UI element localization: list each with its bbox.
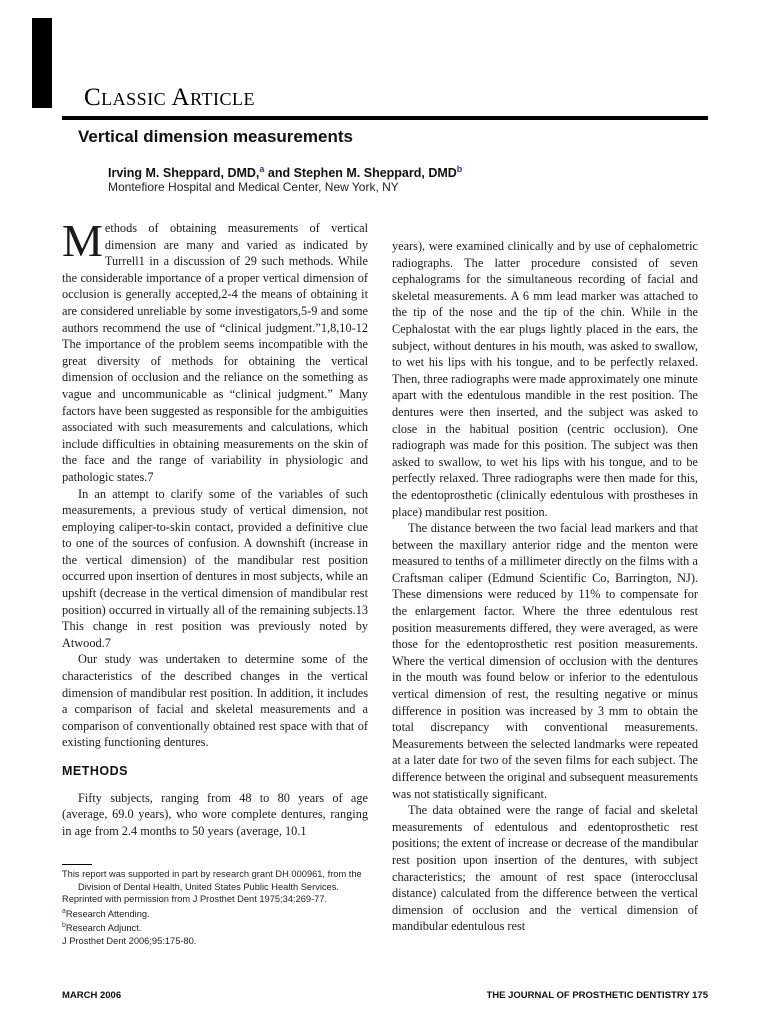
paragraph-2: In an attempt to clarify some of the variables of such measurements, a previous study of vertical dimension, not employing caliper-to-skin contact, provided a definitive clue to one of the sources of confusion. A downshift (increase in the vertical dimension) of the mandibular rest position occurred upon insertion of dentures in most subjects, while an upshift (decrease in the vertical dimension of mandibular rest position) occurred in virtually all of the remaining subjects.13 This change in rest position was previously noted by Atwood.7 [62, 486, 368, 650]
footnote-b: $^b$Research Adjunct. [62, 922, 142, 934]
footnotes [62, 868, 372, 948]
affiliation-marker-a[interactable]: a [259, 164, 265, 174]
author-1: Irving M. Sheppard, DMD, [108, 166, 260, 181]
footnote-divider [62, 864, 92, 865]
footer-date: MARCH 2006 [62, 990, 122, 1001]
author-2: and Stephen M. Sheppard, DMD [264, 166, 457, 181]
drop-cap: M [62, 215, 103, 266]
footnote-a: $^a$Research Attending. [62, 907, 150, 919]
right-paragraph-1: years), were examined clinically and by use of cephalometric radiographs. The latter procedure consisted of seven cephalograms for the simultaneous recording of facial and skeletal measurements. A 6 mm lead marker was attached to the tip of the nose and the tip of the chin. While in the Cephalostat with the ear plugs lightly placed in the ears, the subject, without dentures in his mouth, was asked to swallow, to wet his lips with his tongue, and to be perfectly relaxed. Then, three radiographs were made approximately one minute apart with the edentulous mandible in the rest position. The dentures were then inserted, and the subject was asked to close in the habitual position (centric occlusion). One radiograph was made for this position. The subject was then asked to swallow, to wet his lips with his tongue, and to be perfectly relaxed. Three radiographs were then made for this, the edentoprosthetic (clinically edentulous with prostheses in place) mandibular rest position. [392, 239, 698, 519]
footnote-funding: This report was supported in part by research grant DH 000961, from the Division of Dental Health, United States Public Health Services. [62, 869, 362, 892]
right-column [392, 238, 698, 935]
methods-heading: METHODS [62, 764, 128, 778]
article-title: Vertical dimension measurements [78, 127, 353, 146]
authors-line [108, 164, 462, 180]
intro-text: ethods of obtaining measurements of vertical dimension are many and varied as indicated by Turrell1 in a discussion of 29 such methods. While the considerable importance of a proper vertical dimension of occlusion is generally accepted,2-4 the means of obtaining it are considered unreliable by some investigators,5-9 and some authors recommend the use of “clinical judgment.”1,8,10-12 The importance of the problem seems incompatible with the great diversity of methods for obtaining the vertical dimension of occlusion and the reliance on the something as vague and uncommunicable as “clinical judgment.” Many factors have been suggested as responsible for the ambiguities associated with such measurements and calculations, which include difficulties in obtaining measurements on the skin of the face and the range of variability in physiologic and pathologic states.7 [62, 221, 368, 484]
paragraph-4: Fifty subjects, ranging from 48 to 80 years of age (average, 69.0 years), who wore complete dentures, ranging in age from 2.4 months to 50 years (average, 10.1 [62, 790, 368, 838]
affiliation-marker-b[interactable]: b [456, 164, 463, 174]
decorative-black-bar [32, 18, 52, 108]
left-column [62, 215, 368, 839]
footnote-citation: J Prosthet Dent 2006;95:175-80. [62, 936, 197, 947]
affiliation: Montefiore Hospital and Medical Center, New York, NY [108, 180, 399, 194]
right-paragraph-2: The distance between the two facial lead markers and that between the maxillary anterior ridge and the menton were measured to tenths of a millimeter directly on the films with a Craftsman caliper (Edmund Scientific Co, Barrington, NJ). These dimensions were reduced by 11% to compensate for the enlargement factor. Where the three edentulous rest position measurements differed, they were averaged, as were those for the edentoprosthetic rest position measurements. Where the vertical dimension of occlusion with the dentures in the mouth was found below or inferior to the edentulous vertical dimension of rest, the resulting negative or minus difference in position was increased by 3 mm to obtain the total discrepancy with conventional measurements. Measurements between the selected landmarks were repeated at a later date for two of the seven films for each subject. The difference between the original and subsequent measurements was not statistically significant. [392, 521, 698, 801]
footnote-reprint: Reprinted with permission from J Prosthet Dent 1975;34:269-77. [62, 894, 328, 905]
footer-journal-page: THE JOURNAL OF PROSTHETIC DENTISTRY 175 [486, 990, 708, 1001]
section-heading: Classic Article [84, 84, 256, 111]
heading-rule [62, 116, 708, 120]
right-paragraph-3: The data obtained were the range of facial and skeletal measurements of edentulous and edentoprosthetic rest positions; the extent of increase or decrease of the mandibular rest position upon insertion of the dentures, with subject characteristics; the amount of rest space (interocclusal distance) calculated from the difference between the vertical dimension of occlusion and the vertical dimension of mandibular edentulous rest [392, 803, 698, 934]
paragraph-3: Our study was undertaken to determine some of the characteristics of the described changes in the vertical dimension of mandibular rest position. In addition, it includes a comparison of facial and skeletal measurements and a comparison of conventionally obtained rest space with that of existing functioning dentures. [62, 652, 368, 750]
intro-paragraph [62, 215, 368, 486]
